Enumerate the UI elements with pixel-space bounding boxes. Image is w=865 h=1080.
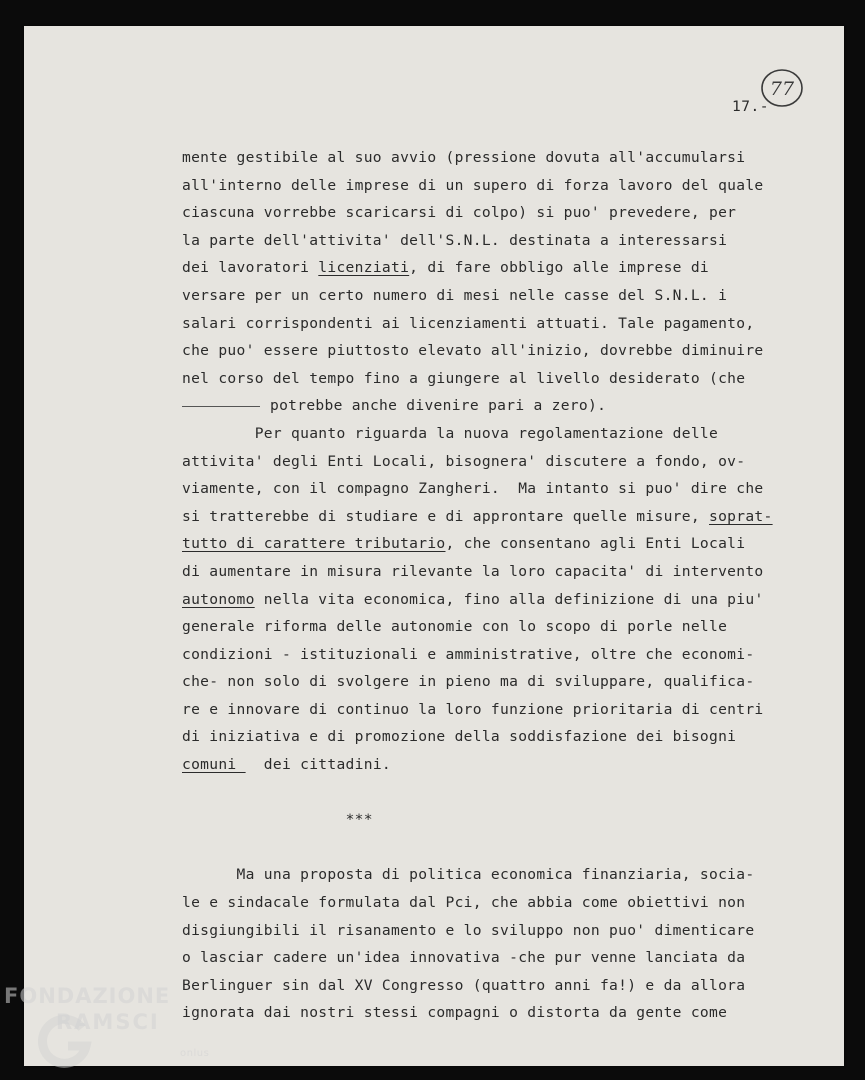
underlined-phrase: soprat- bbox=[709, 507, 773, 525]
text-line: salari corrispondenti ai licenziamenti attuati. Tale pagamento, bbox=[182, 314, 755, 332]
text-span: , che consentano agli Enti Locali bbox=[445, 535, 746, 553]
underlined-phrase: tutto di carattere tributario bbox=[182, 535, 446, 553]
text-line: viamente, con il compagno Zangheri. Ma intanto si puo' dire che bbox=[182, 480, 764, 498]
text-line bbox=[182, 530, 832, 558]
text-line: Berlinguer sin dal XV Congresso (quattro anni fa!) e da allora bbox=[182, 976, 746, 994]
page-number: 17.- bbox=[732, 99, 769, 115]
handwritten-dash bbox=[182, 406, 260, 407]
text-line: che puo' essere piuttosto elevato all'inizio, dovrebbe diminuire bbox=[182, 342, 764, 360]
text-span: , di fare obbligo alle imprese di bbox=[409, 259, 710, 277]
underlined-word: comuni bbox=[182, 756, 246, 774]
watermark-sub: onlus bbox=[180, 1048, 210, 1059]
text-line bbox=[182, 254, 832, 282]
text-line: o lasciar cadere un'idea innovativa -che pur venne lanciata da bbox=[182, 949, 746, 967]
fondazione-gramsci-watermark bbox=[4, 984, 210, 1059]
text-line: attivita' degli Enti Locali, bisognera' discutere a fondo, ov- bbox=[182, 452, 746, 470]
text-span: si tratterebbe di studiare e di approntare quelle misure, bbox=[182, 507, 709, 525]
text-span: potrebbe anche divenire pari a zero). bbox=[270, 397, 607, 415]
text-line: ignorata dai nostri stessi compagni o distorta da gente come bbox=[182, 1004, 728, 1022]
separator-text: *** bbox=[345, 811, 373, 829]
underlined-word: licenziati bbox=[318, 259, 410, 277]
body-text bbox=[182, 144, 832, 1027]
text-line: generale riforma delle autonomie con lo scopo di porle nelle bbox=[182, 618, 728, 636]
text-line: condizioni - istituzionali e amministrative, oltre che economi- bbox=[182, 645, 755, 663]
text-line: ciascuna vorrebbe scaricarsi di colpo) si puo' prevedere, per bbox=[182, 204, 737, 222]
text-line: che- non solo di svolgere in pieno ma di sviluppare, qualifica- bbox=[182, 673, 755, 691]
text-line bbox=[182, 751, 832, 779]
text-line: all'interno delle imprese di un supero di forza lavoro del quale bbox=[182, 176, 764, 194]
text-line: mente gestibile al suo avvio (pressione dovuta all'accumularsi bbox=[182, 149, 746, 166]
folio-number: 77 bbox=[769, 78, 795, 100]
text-span: dei cittadini. bbox=[245, 756, 391, 774]
underlined-word: autonomo bbox=[182, 590, 255, 608]
text-span: dei lavoratori bbox=[182, 259, 319, 277]
text-span: nella vita economica, fino alla definizione di una piu' bbox=[254, 590, 764, 608]
text-line bbox=[182, 420, 832, 448]
text-line: disgiungibili il risanamento e lo sviluppo non puo' dimenticare bbox=[182, 921, 755, 939]
text-line: re e innovare di continuo la loro funzione prioritaria di centri bbox=[182, 700, 764, 718]
text-line bbox=[182, 392, 832, 420]
text-line bbox=[182, 503, 832, 531]
text-line: la parte dell'attivita' dell'S.N.L. destinata a interessarsi bbox=[182, 231, 728, 249]
text-line: le e sindacale formulata dal Pci, che abbia come obiettivi non bbox=[182, 894, 746, 912]
section-separator bbox=[182, 806, 832, 834]
text-line: nel corso del tempo fino a giungere al livello desiderato (che bbox=[182, 369, 746, 387]
g-logo-icon bbox=[38, 1012, 94, 1068]
blank-line bbox=[182, 834, 832, 862]
document-page bbox=[24, 26, 844, 1066]
watermark-line1: FONDAZIONE bbox=[4, 984, 171, 1008]
text-line: di aumentare in misura rilevante la loro capacita' di intervento bbox=[182, 562, 764, 580]
text-line: versare per un certo numero di mesi nelle casse del S.N.L. i bbox=[182, 286, 728, 304]
text-line: di iniziativa e di promozione della soddisfazione dei bisogni bbox=[182, 728, 737, 746]
text-line bbox=[182, 586, 832, 614]
text-span: Per quanto riguarda la nuova regolamentazione delle bbox=[254, 424, 719, 442]
blank-line bbox=[182, 779, 832, 807]
text-line: Ma una proposta di politica economica finanziaria, socia- bbox=[182, 866, 755, 884]
watermark-line2: RAMSCI bbox=[56, 1010, 160, 1034]
